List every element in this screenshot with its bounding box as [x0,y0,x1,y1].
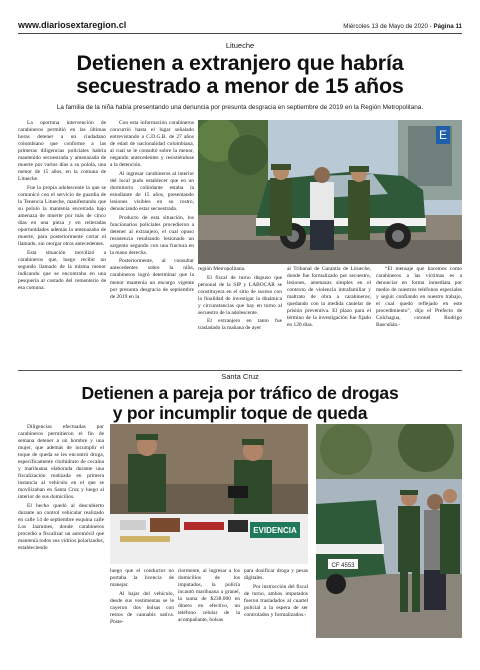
arrest-photo [198,120,462,264]
story2-column-3 [178,568,240,626]
svg-text:E: E [438,128,448,142]
story1-column-5 [376,266,462,331]
dateline [343,23,462,30]
story1-headline [0,52,480,98]
evidence-photo-image [110,424,308,564]
paragraph: El fiscal de turno dispuso que personal de la SIP y LABOCAR se constituyera en el sitio de suceso con la finalidad de investigar la dinámica y circunstancias que hay en torno al secuestro de la adolescente. [198,274,282,316]
paragraph: región Metropolitana. [198,266,246,272]
page-number: Página 11 [433,23,462,30]
paragraph: luego que el conductor no portaba la licencia de manejar. [110,568,174,589]
story1-column-2 [110,120,194,302]
paragraph: Posteriormente, al consultar antecedentes sobre la niña, carabineros logró determinar que la menor mantenía un encargo vigente por presunta desgracia de septiembre de 2019 en la [110,258,194,300]
evidence-photo [110,424,308,564]
story2-headline [0,383,480,423]
paragraph: Diligencias efectuadas por carabineros permitieron el fin de semana detener a un hombre y una mujer, que además de incumplir el toque de queda se les encontró droga, específicamente clorhidrato de cocaína y marihuana elaborada durante una fiscalización realizada en primera instancia al vehículo en el que se movilizaban en Santa Cruz y luego al interior de sus domicilios. [18,424,104,501]
paragraph: Esta situación movilizó a carabineros que, luego recibir un segundo llamado de la misma menor indicando que se encontraba en una pesquería al costado del cementerio de esa comuna. [18,249,106,292]
arrest-photo-image [198,120,462,264]
paragraph: La oportuna intervención de carabineros permitió en las últimas horas detener a un ciudadano colombiano que conforme a las primeras diligencias policiales habría mantenido secuestrada y amenazada de muerte por varios días a su polola, una menor de 15 años, en la comuna de Litueche. [18,120,106,183]
paragraph: “El mensaje que hacemos como carabineros a las víctimas es a denunciar en forma inmediata por medio de nuestros teléfonos especiales y seguir confiando en nuestro trabajo, el cual quedó reflejado en este procedimiento”, dijo el Prefecto de Colchagua, coronel Rodrigo Bascuñán.- [376,266,462,329]
story2-kicker: Santa Cruz [221,372,259,381]
paragraph: para dosificar droga y pesas digitales. [244,568,308,582]
paragraph: El hecho quedó al descubierto durante un control vehicular realizado en calle 14 de septiembre esquina calle Los Jazmines, donde carabineros procedió a fiscalizar un automóvil que mantenía todos sus vidrios polarizados, estableciendo [18,503,104,552]
story-divider [18,370,462,371]
site-url[interactable]: www.diariosextaregion.cl [18,20,127,30]
paragraph: Al bajar del vehículo, desde sus vestimentas se le cayeron dos bolsas con restos de cannabis sativa. Poste- [110,590,174,625]
story1-column-3 [198,266,282,334]
paragraph: Producto de esta situación, los funcionarios policiales procedieron a detener al extranjero, el cual opuso resistencia resultando lesionado un sargento segundo con una fractura en la mano derecha. [110,214,194,256]
story1-kicker: Litueche [225,41,255,50]
paragraph: El extranjero en tanto fue trasladado la mañana de ayer [198,318,282,332]
paragraph: riormente, al ingresar a los domicilios de los imputados, la policía incautó marihuana a granel, la suma de $238.000 en dinero en efectivo, un teléfono celular de la acompañante, bolsas [178,568,240,624]
story1-headline-line2: secuestrado a menor de 15 años [76,74,404,98]
story2-column-4 [244,568,308,620]
story2-headline-line1: Detienen a pareja por tráfico de drogas [81,383,399,403]
issue-date: Miércoles 13 de Mayo de 2020 - [343,23,432,30]
story2-headline-line2: y por incumplir toque de queda [112,403,368,423]
masthead [18,20,462,32]
paragraph: Por instrucción del fiscal de turno, ambos imputados fueron trasladados al cuartel policial a la espera de ser controlados y formalizados.- [244,583,308,618]
paragraph: al Tribunal de Garantía de Litueche, donde fue formalizado por secuestro, lesiones, amenazas simples en el contexto de violencia intrafamiliar y maltrato de obra a carabineros, quedando con la medida cautelar de prisión preventiva. El plazo para el término de la investigación fue fijado en 120 días. [287,266,371,329]
patrol-car-photo-image [316,424,462,638]
paragraph: Fue la propia adolescente la que se comunicó con el servicio de guardia de la Tenencia Litueche, manifestando que su pololo la mantenía encerrada bajo amenaza de muerte por más de cinco días en una pieza y en reiteradas oportunidades además la amenazaba de muerte, para posteriormente cortar el llamado, sin otorgar otros antecedentes. [18,184,106,248]
story1-column-4 [287,266,371,331]
top-rule [18,33,462,34]
story2-column-1 [18,424,104,554]
story1-subhead: La familia de la niña había presentando una denuncia por presunta desgracia en septiembre de 2019 en la Región Metropolitana. [56,104,424,111]
story1-headline-line1: Detienen a extranjero que habría [76,51,404,75]
story2-column-2 [110,568,174,627]
paragraph: Con esta información carabineros concurrió hasta el lugar señalado entrevistando a C.D.G.B. de 27 años de edad de nacionalidad colombiana, al cual se le consultó sobre la menor, negando antecedentes y resistiéndose a la detención. [110,120,194,169]
patrol-car-photo [316,424,462,638]
evidence-sign: EVIDENCIA [253,526,297,535]
patrol-plate: CF 4553 [331,563,355,569]
paragraph: Al ingresar carabineros al interior del local pudo establecer que en un dormitorio colindante estaba la estudiante de 15 años, presentando lesiones visibles en su rostro, denunciando estar secuestrada. [110,170,194,213]
story1-column-1 [18,120,106,294]
